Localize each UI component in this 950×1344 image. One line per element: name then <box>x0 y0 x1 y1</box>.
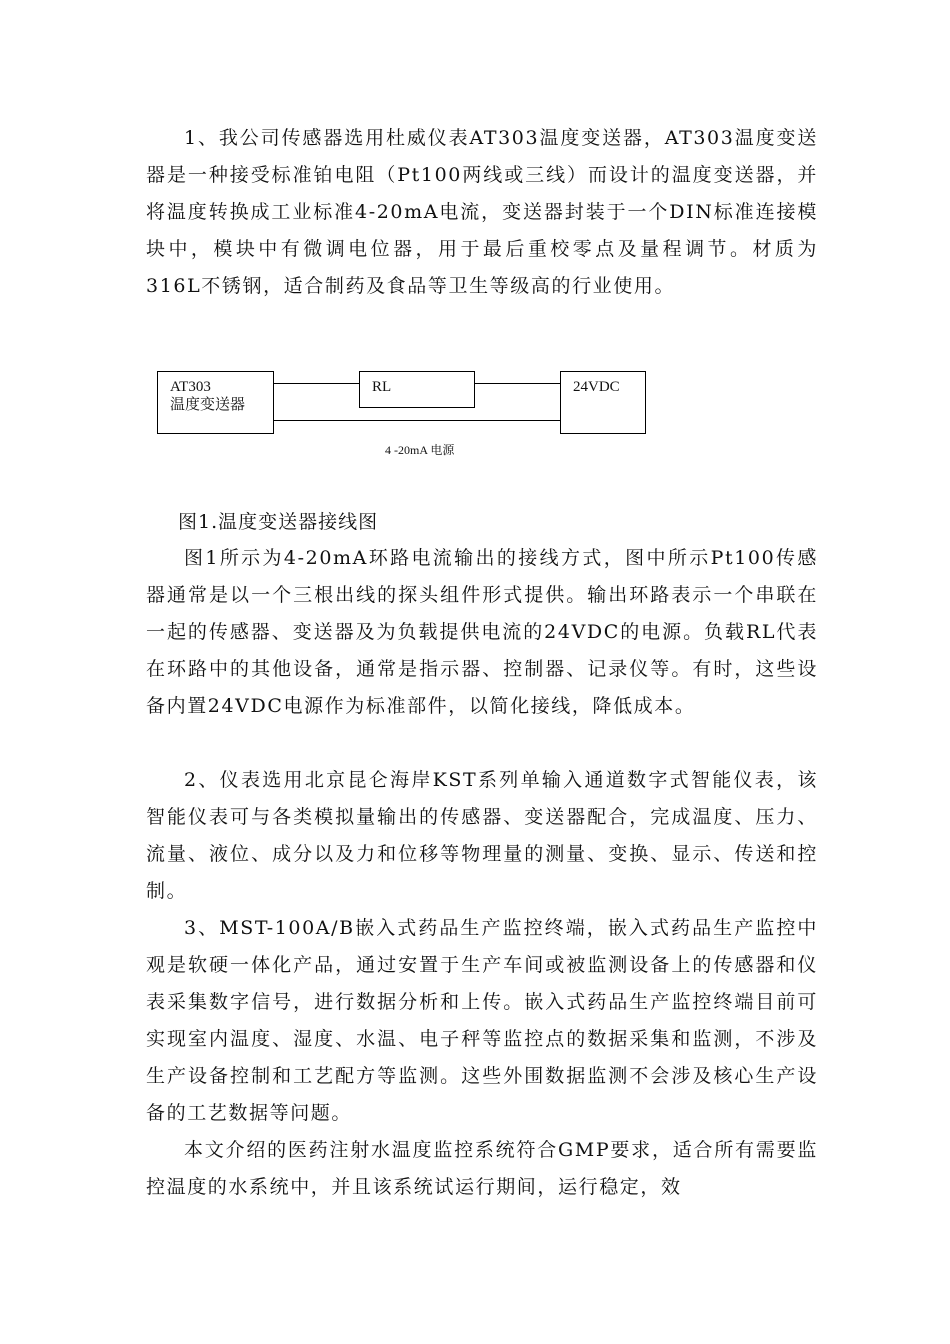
top-wire-right <box>475 383 560 384</box>
load-label: RL <box>372 379 392 395</box>
figure-title: 图1.温度变送器接线图 <box>178 511 379 533</box>
paragraph-3: 2、仪表选用北京昆仑海岸KST系列单输入通道数字式智能仪表，该智能仪表可与各类模拟量输出的传感器、变送器配合，完成温度、压力、流量、液位、成分以及力和位移等物理量的测量、变换、显示、传送和控制。 <box>146 769 818 902</box>
bottom-wire <box>274 420 560 421</box>
supply-label: 24VDC <box>573 379 620 395</box>
transmitter-model-label: AT303 <box>170 379 211 395</box>
paragraph-1: 1、我公司传感器选用杜威仪表AT303温度变送器，AT303温度变送器是一种接受标准铂电阻（Pt100两线或三线）而设计的温度变送器，并将温度转换成工业标准4-20mA电流，变送器封装于一个DIN标准连接模块中，模块中有微调电位器，用于最后重校零点及量程调节。材质为316L不锈钢，适合制药及食品等卫生等级高的行业使用。 <box>146 127 818 297</box>
paragraph-5: 本文介绍的医药注射水温度监控系统符合GMP要求，适合所有需要监控温度的水系统中，并且该系统试运行期间，运行稳定，效 <box>146 1139 818 1198</box>
paragraph-4: 3、MST-100A/B嵌入式药品生产监控终端，嵌入式药品生产监控中观是软硬一体化产品，通过安置于生产车间或被监测设备上的传感器和仪表采集数字信号，进行数据分析和上传。嵌入式药品生产监控终端目前可实现室内温度、湿度、水温、电子秤等监控点的数据采集和监测，不涉及生产设备控制和工艺配方等监测。这些外围数据监测不会涉及核心生产设备的工艺数据等问题。 <box>146 917 818 1124</box>
loop-caption: 4 -20mA 电源 <box>385 443 455 457</box>
transmitter-box <box>157 371 274 434</box>
paragraph-2: 图1所示为4-20mA环路电流输出的接线方式，图中所示Pt100传感器通常是以一个三根出线的探头组件形式提供。输出环路表示一个串联在一起的传感器、变送器及为负载提供电流的24VDC的电源。负载RL代表在环路中的其他设备，通常是指示器、控制器、记录仪等。有时，这些设备内置24VDC电源作为标准部件，以简化接线，降低成本。 <box>146 547 818 717</box>
load-box <box>359 371 475 408</box>
top-wire-left <box>274 383 359 384</box>
supply-box <box>560 371 646 434</box>
wiring-diagram <box>0 360 950 470</box>
transmitter-name-label: 温度变送器 <box>170 397 246 413</box>
